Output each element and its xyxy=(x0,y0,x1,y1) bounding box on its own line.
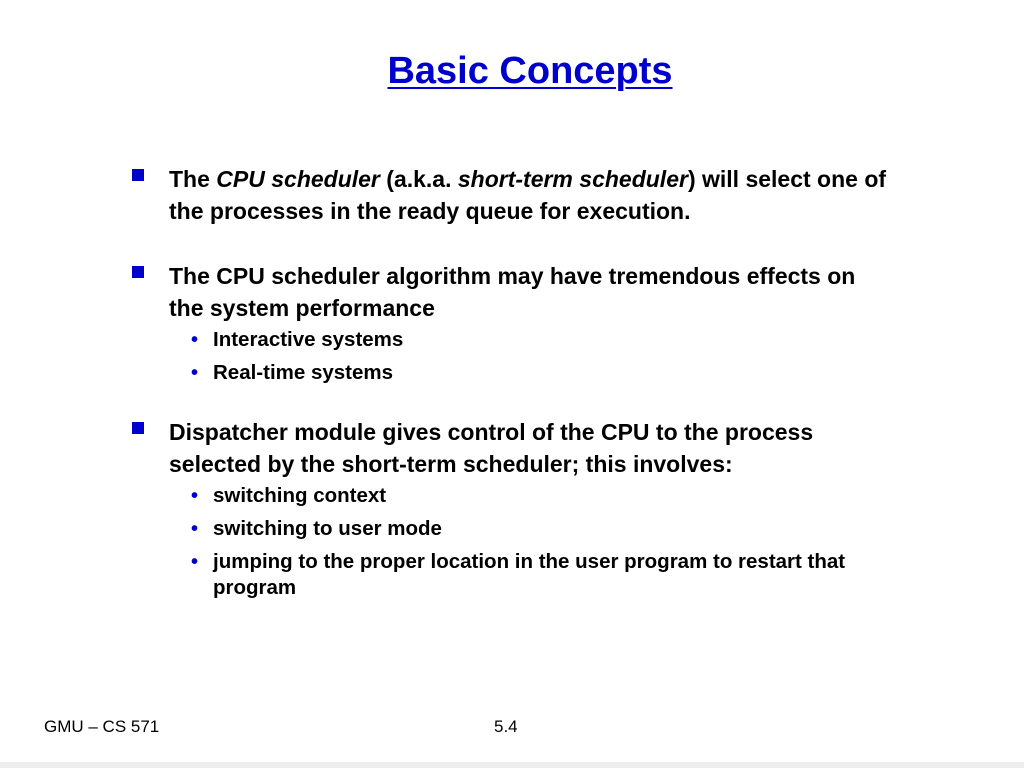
dot-bullet-icon: • xyxy=(191,485,199,507)
sub-bullet-item xyxy=(169,360,890,386)
sub-bullet-item xyxy=(169,327,890,353)
sub-bullet-item xyxy=(169,549,890,601)
sub-bullet-list xyxy=(169,327,890,386)
sub-bullet-item xyxy=(169,483,890,509)
square-bullet-icon xyxy=(132,169,144,181)
bullet-emphasis-short-term-scheduler: short-term scheduler xyxy=(457,166,688,192)
sub-bullet-text: jumping to the proper location in the user program to restart that program xyxy=(213,550,846,599)
footer-page-number: 5.4 xyxy=(494,717,518,736)
sub-bullet-text: switching context xyxy=(213,484,387,507)
footer-course-label: GMU – CS 571 xyxy=(44,717,160,736)
dot-bullet-icon: • xyxy=(191,329,199,351)
bullet-text-part: The xyxy=(169,166,217,192)
slide-title: Basic Concepts xyxy=(387,50,673,92)
sub-bullet-text: Interactive systems xyxy=(213,328,404,351)
square-bullet-icon xyxy=(132,266,144,278)
bullet-text-1 xyxy=(169,166,886,224)
bullet-text-2: The CPU scheduler algorithm may have tremendous effects on the system performance xyxy=(169,263,856,321)
sub-bullet-list xyxy=(169,483,890,601)
bullet-item-cpu-scheduler xyxy=(130,163,890,227)
sub-bullet-item xyxy=(169,516,890,542)
bullet-item-dispatcher xyxy=(130,416,890,601)
bullet-text-3: Dispatcher module gives control of the CPU to the process selected by the short-term scheduler; this involves: xyxy=(169,419,814,477)
dot-bullet-icon: • xyxy=(191,362,199,384)
square-bullet-icon xyxy=(132,422,144,434)
bullet-text-part: (a.k.a. xyxy=(379,166,458,192)
dot-bullet-icon: • xyxy=(191,518,199,540)
sub-bullet-text: Real-time systems xyxy=(213,361,394,384)
bullet-item-scheduler-algorithm xyxy=(130,260,890,386)
bullet-emphasis-cpu-scheduler: CPU scheduler xyxy=(216,166,380,192)
bullet-text-part: ) will select one of the processes in the ready queue for execution. xyxy=(169,166,887,224)
dot-bullet-icon: • xyxy=(191,551,199,573)
bottom-divider xyxy=(0,762,1024,768)
bullet-list xyxy=(130,163,890,608)
sub-bullet-text: switching to user mode xyxy=(213,517,442,540)
